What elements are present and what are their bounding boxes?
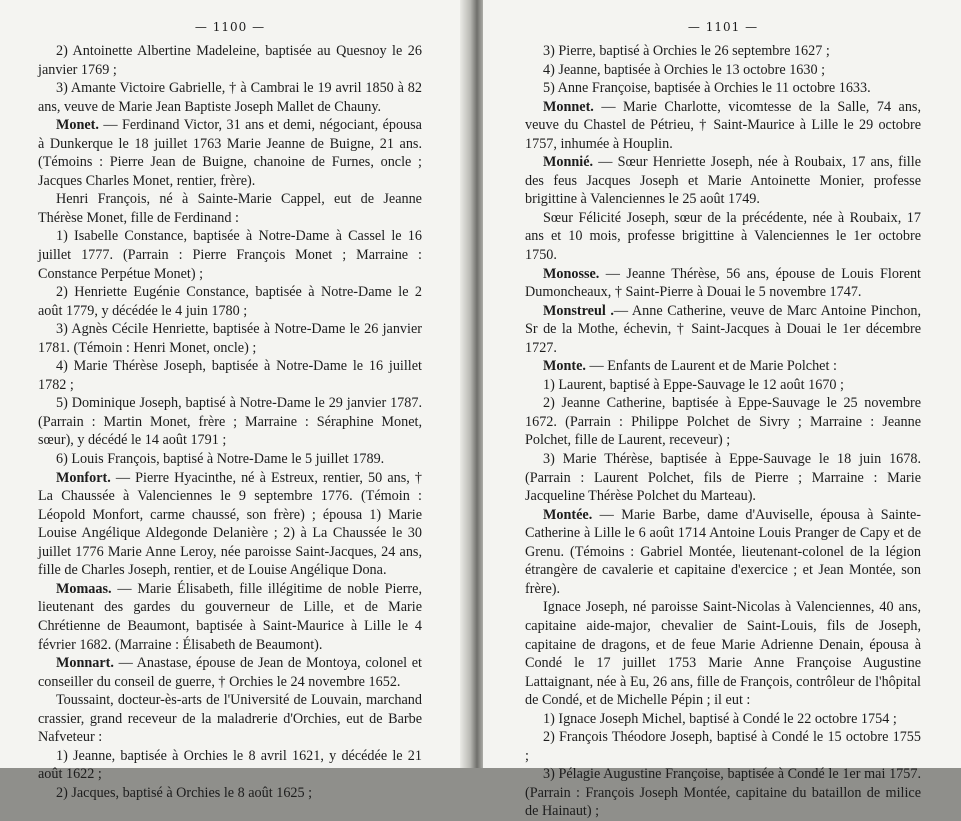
- left-page-text: [38, 42, 422, 802]
- right-paragraph: Ignace Joseph, né paroisse Saint-Nicolas à Valenciennes, 40 ans, capitaine aide-major, chevalier de Saint-Louis, fils de Joseph, capitaine de dragons, et de feue Marie Adrienne Denain, épousa à Condé le 17 juillet 1753 Marie Anne Françoise Augustine Lattaignant, née à Eu, 26 ans, fille de François, contrôleur de l'hôpital de Condé, et de Michelle Pépin ; il eut :: [525, 599, 921, 709]
- right-paragraph: 5) Anne Françoise, baptisée à Orchies le 11 octobre 1633.: [543, 80, 871, 97]
- right-page-number: — 1101 —: [687, 20, 759, 34]
- right-page: [483, 0, 961, 820]
- left-page: [0, 0, 470, 801]
- entry-heading: Monte.: [543, 358, 590, 375]
- left-paragraph: 1) Jeanne, baptisée à Orchies le 8 avril 1621, y décédée le 21 août 1622 ;: [38, 747, 422, 783]
- left-paragraph: 2) Antoinette Albertine Madeleine, baptisée au Quesnoy le 26 janvier 1769 ;: [38, 43, 422, 78]
- left-paragraph: 3) Agnès Cécile Henriette, baptisée à Notre-Dame le 26 janvier 1781. (Témoin : Henri Monet, oncle) ;: [38, 321, 422, 356]
- left-paragraph: 2) Henriette Eugénie Constance, baptisée à Notre-Dame le 2 août 1779, y décédée le 4 juin 1780 ;: [38, 284, 422, 319]
- entry-heading: Monet.: [56, 117, 104, 134]
- entry-heading: Monnart.: [56, 655, 119, 672]
- entry-heading: Monfort.: [56, 469, 116, 486]
- right-paragraph: 1) Ignace Joseph Michel, baptisé à Condé le 22 octobre 1754 ;: [543, 710, 897, 727]
- right-paragraph: 1) Laurent, baptisé à Eppe-Sauvage le 12 août 1670 ;: [543, 376, 844, 393]
- left-paragraph: 4) Marie Thérèse Joseph, baptisée à Notre-Dame le 16 juillet 1782 ;: [38, 358, 422, 393]
- right-page-text: [525, 42, 921, 821]
- left-paragraph: Monfort. — Pierre Hyacinthe, né à Estreux, rentier, 50 ans, † La Chaussée à Valenciennes le 9 septembre 1776. (Témoin : Léopold Monfort, carme chaussé, son frère) ; épousa 1) Marie Louise Angélique Aldegonde Delanière ; 2) à La Chaussée le 30 juillet 1776 Marie Anne Leroy, née paroisse Saint-Jacques, 24 ans, fille de Charles Joseph, rentier, et de Louise Angélique Dona.: [38, 469, 422, 579]
- right-paragraph: Monnet. — Marie Charlotte, vicomtesse de la Salle, 74 ans, veuve du Chastel de Pétrieu, † Saint-Maurice à Lille le 29 octobre 1757, inhumée à Houplin.: [525, 98, 921, 152]
- right-paragraph: 3) Pélagie Augustine Françoise, baptisée à Condé le 1er mai 1757. (Parrain : François Joseph Montée, capitaine du bataillon de milice de Hainaut) ;: [525, 766, 921, 820]
- left-paragraph: Henri François, né à Sainte-Marie Cappel, eut de Jeanne Thérèse Monet, fille de Ferdinand :: [38, 191, 422, 226]
- right-paragraph: 2) Jeanne Catherine, baptisée à Eppe-Sauvage le 25 novembre 1672. (Parrain : Philippe Polchet de Sivry ; Marraine : Jeanne Polchet, fille de Laurent, receveur) ;: [525, 395, 921, 449]
- right-paragraph: 3) Pierre, baptisé à Orchies le 26 septembre 1627 ;: [543, 43, 830, 59]
- left-page-number: — 1100 —: [194, 20, 266, 34]
- right-paragraph: Monstreul .— Anne Catherine, veuve de Marc Antoine Pinchon, Sr de la Mothe, échevin, † Saint-Jacques à Douai le 1er décembre 1727.: [525, 302, 921, 356]
- entry-heading: Monosse.: [543, 265, 606, 282]
- left-paragraph: 5) Dominique Joseph, baptisé à Notre-Dame le 29 janvier 1787. (Parrain : Martin Monet, frère ; Marraine : Séraphine Monet, sœur), y décédé le 14 août 1791 ;: [38, 395, 422, 449]
- left-paragraph: Toussaint, docteur-ès-arts de l'Université de Louvain, marchand crassier, grand receveur de la maladrerie d'Orchies, eut de Barbe Nafveteur :: [38, 692, 422, 746]
- entry-heading: Monnié.: [543, 154, 599, 171]
- entry-heading: Momaas.: [56, 580, 118, 597]
- left-paragraph: Momaas. — Marie Élisabeth, fille illégitime de noble Pierre, lieutenant des gardes du gouverneur de Lille, et de Marie Chrétienne de Beaumont, baptisée à Saint-Maurice à Lille le 4 février 1682. (Marraine : Élisabeth de Beaumont).: [38, 580, 422, 653]
- left-paragraph: 2) Jacques, baptisé à Orchies le 8 août 1625 ;: [56, 784, 313, 801]
- left-paragraph: 6) Louis François, baptisé à Notre-Dame le 5 juillet 1789.: [56, 451, 385, 468]
- entry-heading: Monstreul .: [543, 302, 614, 319]
- left-paragraph: Monnart. — Anastase, épouse de Jean de Montoya, colonel et conseiller du conseil de guerre, † Orchies le 24 novembre 1652.: [38, 655, 423, 690]
- right-paragraph: Monnié. — Sœur Henriette Joseph, née à Roubaix, 17 ans, fille des feus Jacques Joseph et Marie Antoinette Monier, professe brigittine à Valenciennes le 25 août 1749.: [525, 154, 921, 208]
- right-paragraph: Sœur Félicité Joseph, sœur de la précédente, née à Roubaix, 17 ans et 10 mois, professe brigittine à Valenciennes le 1er octobre 1750.: [525, 209, 921, 264]
- entry-heading: Monnet.: [543, 98, 602, 115]
- left-paragraph: Monet. — Ferdinand Victor, 31 ans et demi, négociant, épousa à Dunkerque le 18 juillet 1763 Marie Jeanne de Buigne, 21 ans. (Témoins : Pierre Jean de Buigne, chanoine de Furnes, oncle ; Jacques Charles Monet, rentier, frère).: [38, 117, 422, 189]
- right-paragraph: Monte. — Enfants de Laurent et de Marie Polchet :: [543, 358, 837, 375]
- right-paragraph: Montée. — Marie Barbe, dame d'Auviselle, épousa à Sainte-Catherine à Lille le 6 août 1714 Antoine Louis Pranger de Capy et de Grenu. (Témoins : Gabriel Montée, lieutenant-colonel de la légion étrangère de cavalerie et capitaine d'exercice ; et Jean Montée, son frère).: [525, 506, 921, 597]
- right-paragraph: 4) Jeanne, baptisée à Orchies le 13 octobre 1630 ;: [543, 61, 826, 78]
- right-paragraph: Monosse. — Jeanne Thérèse, 56 ans, épouse de Louis Florent Dumoncheaux, † Saint-Pierre à Douai le 5 novembre 1747.: [525, 265, 921, 301]
- entry-heading: Montée.: [543, 506, 600, 523]
- left-paragraph: 3) Amante Victoire Gabrielle, † à Cambrai le 19 avril 1850 à 82 ans, veuve de Marie Jean Baptiste Joseph Mallet de Chauny.: [38, 80, 422, 115]
- right-paragraph: 2) François Théodore Joseph, baptisé à Condé le 15 octobre 1755 ;: [525, 729, 921, 764]
- left-paragraph: 1) Isabelle Constance, baptisée à Notre-Dame à Cassel le 16 juillet 1777. (Parrain : Pierre François Monet ; Marraine : Constance Perpétue Monet) ;: [38, 228, 422, 282]
- right-paragraph: 3) Marie Thérèse, baptisée à Eppe-Sauvage le 18 juin 1678. (Parrain : Laurent Polchet, fils de Pierre ; Marraine : Marie Jacqueline Thérèse Polchet du Marteau).: [525, 451, 921, 505]
